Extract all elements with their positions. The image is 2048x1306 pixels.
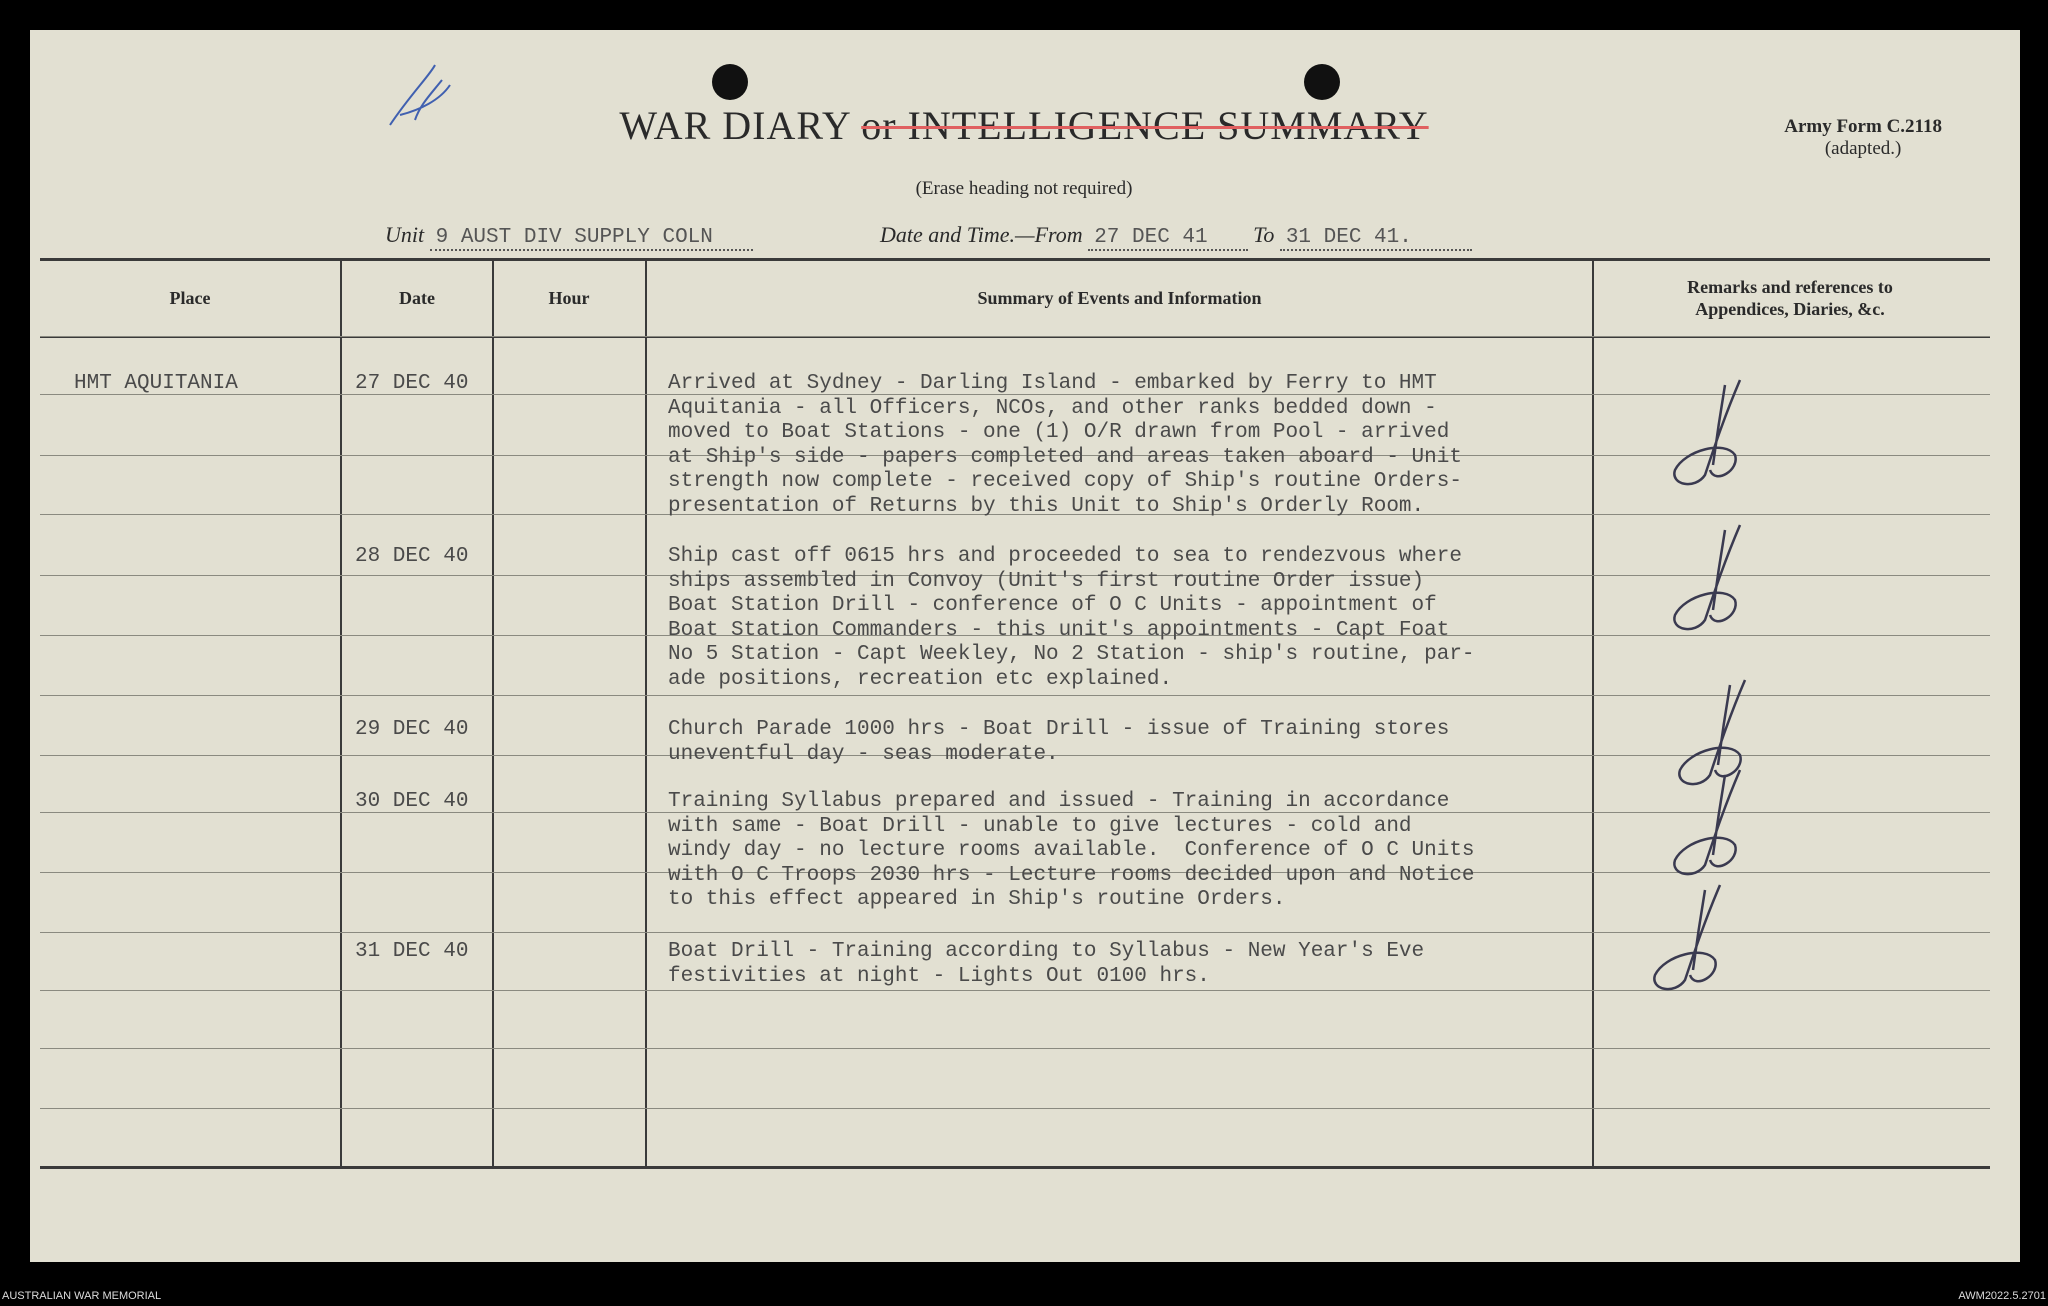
summary-line: to this effect appeared in Ship's routine Orders. xyxy=(668,888,1286,912)
summary-line: Boat Station Commanders - this unit's appointments - Capt Foat xyxy=(668,618,1450,642)
title-main: WAR DIARY xyxy=(619,103,851,148)
to-label: To xyxy=(1253,222,1275,247)
summary-line: Boat Drill - Training according to Syllabus - New Year's Eve xyxy=(668,940,1425,963)
initials-signature xyxy=(1665,765,1775,885)
summary-line: ships assembled in Convoy (Unit's first routine Order issue) xyxy=(668,569,1425,593)
page-title xyxy=(0,102,2048,149)
summary-line: festivities at night - Lights Out 0100 hrs. xyxy=(668,964,1210,988)
summary-line: Aquitania - all Officers, NCOs, and other ranks bedded down - xyxy=(668,396,1437,420)
column-divider xyxy=(1592,260,1594,1168)
summary-line: ade positions, recreation etc explained. xyxy=(668,668,1173,691)
title-struck: or INTELLIGENCE SUMMARY xyxy=(861,103,1429,148)
entry-date: 27 DEC 40 xyxy=(355,372,469,395)
table-bottom-rule xyxy=(40,1166,1990,1169)
initials-signature xyxy=(1645,880,1755,1000)
summary-line: Boat Station Drill - conference of O C Units - appointment of xyxy=(668,594,1437,618)
summary-line: Church Parade 1000 hrs - Boat Drill - issue of Training stores xyxy=(668,718,1450,741)
date-label: Date and Time.—From xyxy=(880,222,1083,247)
date-to: 31 DEC 41. xyxy=(1280,226,1472,251)
entry-date: 30 DEC 40 xyxy=(355,790,469,813)
entry-date: 28 DEC 40 xyxy=(355,545,469,568)
date-line xyxy=(880,222,1472,249)
summary-line: uneventful day - seas moderate. xyxy=(668,742,1059,766)
summary-line: at Ship's side - papers completed and areas taken aboard - Unit xyxy=(668,445,1462,469)
column-header-hour: Hour xyxy=(548,288,590,308)
initials-signature xyxy=(1665,520,1775,640)
punch-hole xyxy=(712,64,748,100)
row-rule xyxy=(40,336,1990,337)
summary-line: windy day - no lecture rooms available. Conference of O C Units xyxy=(668,839,1475,863)
column-divider xyxy=(340,260,342,1168)
erase-note: (Erase heading not required) xyxy=(915,178,1133,199)
footer-right: AWM2022.5.2701 xyxy=(1958,1290,2046,1302)
summary-line: moved to Boat Stations - one (1) O/R drawn from Pool - arrived xyxy=(668,421,1450,445)
column-header-date: Date xyxy=(399,288,435,308)
table-top-rule xyxy=(40,258,1990,261)
column-header-place: Place xyxy=(169,288,211,308)
unit-label: Unit xyxy=(385,222,425,247)
summary-line: strength now complete - received copy of Ship's routine Orders- xyxy=(668,470,1462,494)
initials-signature xyxy=(1665,375,1775,495)
army-form-number: Army Form C.2118 xyxy=(1784,116,1942,137)
row-rule xyxy=(40,1048,1990,1049)
summary-line: Ship cast off 0615 hrs and proceeded to sea to rendezvous where xyxy=(668,545,1462,568)
column-divider xyxy=(645,260,647,1168)
army-form-sub: (adapted.) xyxy=(1824,138,1902,159)
unit-value: 9 AUST DIV SUPPLY COLN xyxy=(430,226,753,251)
army-form-label xyxy=(1784,116,1942,160)
column-header-remarks: Remarks and references to Appendices, Diaries, &c. xyxy=(1687,277,1893,319)
unit-line xyxy=(385,222,753,249)
place-value: HMT AQUITANIA xyxy=(74,372,238,395)
column-header-summary: Summary of Events and Information xyxy=(977,288,1262,308)
footer-left: AUSTRALIAN WAR MEMORIAL xyxy=(2,1290,162,1302)
summary-line: with O C Troops 2030 hrs - Lecture rooms decided upon and Notice xyxy=(668,863,1475,887)
row-rule xyxy=(40,1108,1990,1109)
column-divider xyxy=(492,260,494,1168)
summary-line: presentation of Returns by this Unit to Ship's Orderly Room. xyxy=(668,495,1425,518)
date-from: 27 DEC 41 xyxy=(1088,226,1247,251)
punch-hole xyxy=(1304,64,1340,100)
summary-line: Training Syllabus prepared and issued - Training in accordance xyxy=(668,790,1450,813)
entry-date: 29 DEC 40 xyxy=(355,718,469,741)
summary-line: No 5 Station - Capt Weekley, No 2 Station - ship's routine, par- xyxy=(668,643,1475,667)
summary-line: Arrived at Sydney - Darling Island - embarked by Ferry to HMT xyxy=(668,372,1437,395)
entry-date: 31 DEC 40 xyxy=(355,940,469,963)
summary-line: with same - Boat Drill - unable to give lectures - cold and xyxy=(668,814,1412,838)
